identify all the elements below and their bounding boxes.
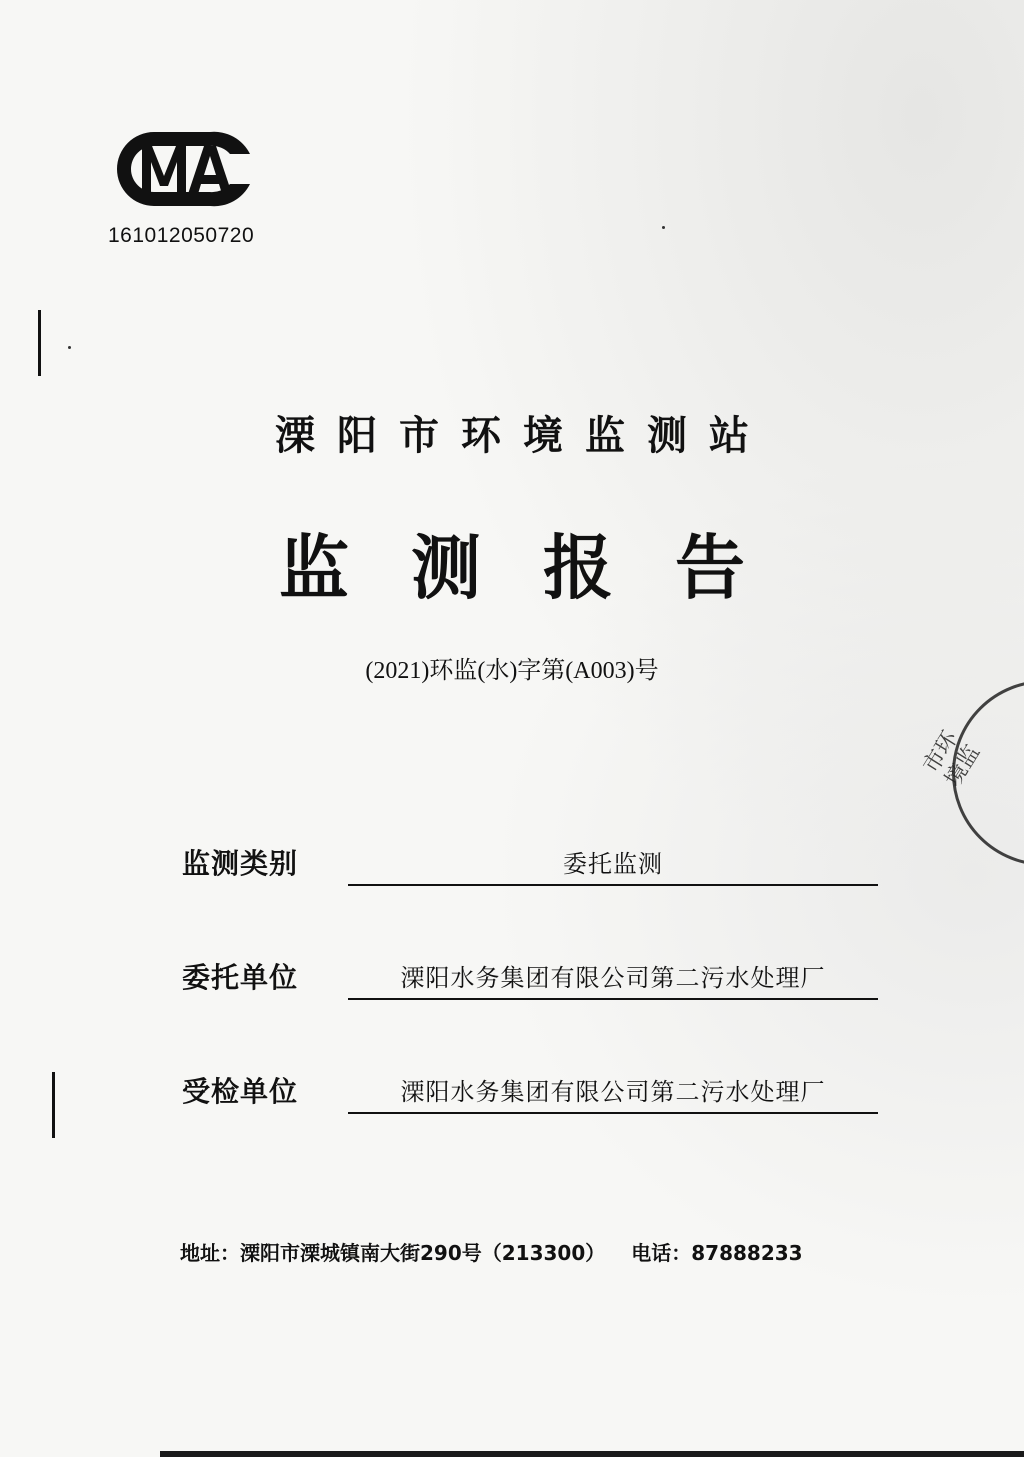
footer-contact — [180, 1237, 803, 1266]
form-label: 委托单位 — [182, 961, 299, 994]
cma-certificate-number: 161012050720 — [108, 224, 255, 247]
margin-mark — [52, 1072, 55, 1138]
footer-address: 地址：溧阳市溧城镇南大街290号（213300） — [180, 1241, 606, 1265]
form-label: 受检单位 — [182, 1075, 299, 1108]
cma-logo-letters — [142, 146, 232, 194]
form-underline — [348, 884, 878, 886]
form-value: 溧阳水务集团有限公司第二污水处理厂 — [400, 1078, 826, 1106]
report-title: 监测报告 — [279, 527, 807, 609]
scan-speck — [662, 226, 665, 229]
form-label: 监测类别 — [182, 847, 299, 880]
official-seal-text: 市环境监 — [918, 727, 986, 792]
form-row-client-unit — [182, 952, 882, 1002]
form-underline — [348, 998, 878, 1000]
scan-bottom-edge — [160, 1451, 1024, 1457]
form-value: 委托监测 — [563, 850, 663, 878]
cma-logo — [106, 124, 258, 214]
form-row-inspected-unit — [182, 1066, 882, 1116]
margin-mark — [38, 310, 41, 376]
scan-speck — [68, 346, 71, 349]
report-number: (2021)环监(水)字第(A003)号 — [365, 658, 659, 684]
footer-phone: 电话：87888233 — [631, 1241, 803, 1265]
organization-title: 溧阳市环境监测站 — [275, 413, 771, 459]
form-value: 溧阳水务集团有限公司第二污水处理厂 — [400, 964, 826, 992]
form-row-monitoring-category — [182, 838, 882, 888]
form-underline — [348, 1112, 878, 1114]
